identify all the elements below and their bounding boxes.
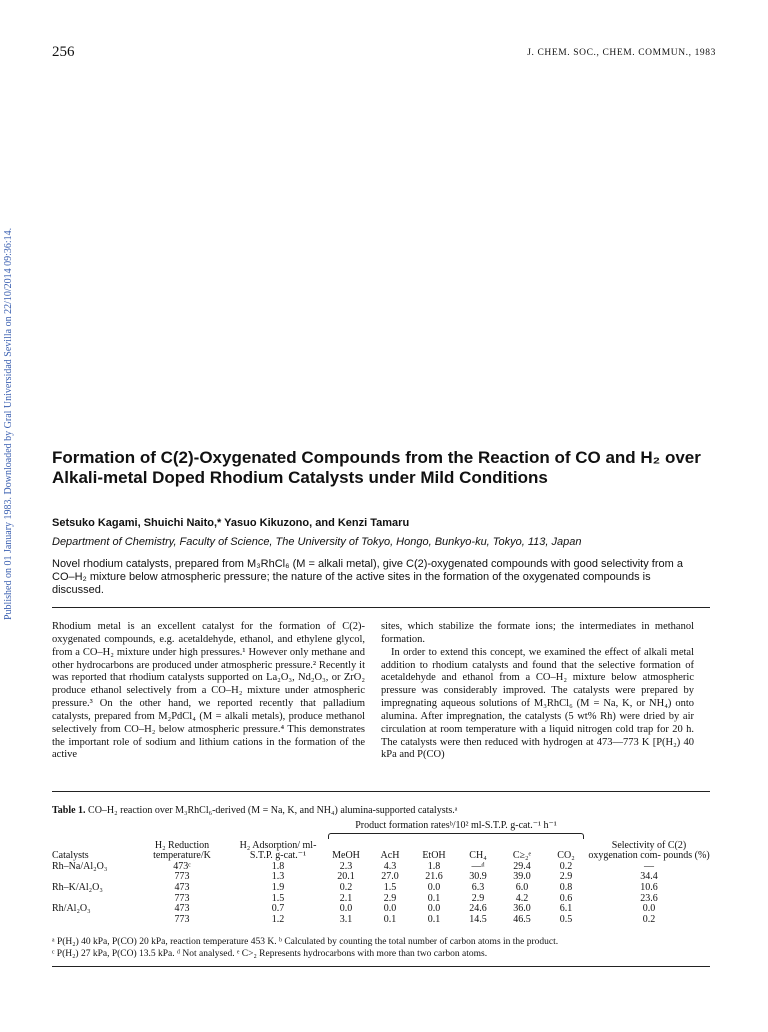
col-ach: AcH <box>380 850 400 862</box>
group-brace <box>328 833 584 839</box>
article-title: Formation of C(2)-Oxygenated Compounds from the Reaction of CO and H₂ over Alkali-metal Doped Rhodium Catalysts under Mild Conditions <box>52 448 701 487</box>
body-paragraph-1: sites, which stabilize the formate ions; the intermediates in methanol formation. <box>381 621 694 645</box>
table-caption-text: CO–H₂ reaction over M₃RhCl₆-derived (M = Na, K, and NH₄) alumina-supported catalysts.ᵃ <box>88 805 458 816</box>
col-ch4: CH₄ <box>469 850 487 862</box>
table-caption-label: Table 1. <box>52 805 86 816</box>
table-row: Rh–Na/Al₂O₃ 473ᶜ 1.8 2.3 4.3 1.8 —ᵈ 29.4 0.2 — <box>52 860 654 872</box>
body-column-left: Rhodium metal is an excellent catalyst for the formation of C(2)-oxygenated compounds, e.g. acetaldehyde, ethanol, and ethylene glycol, from a CO–H₂ mixture under high pressures.¹ However only methane and other hydrocarbons are produced under atmospheric pressure.² Recently it was reported that rhodium catalysts supported on La₂O₃, Nd₂O₃, or ZrO₂ produce ethanol selectively from a CO–H₂ mixture under atmospheric pressure.³ On the other hand, we reported recently that palladium catalysts, prepared from M₂PdCl₄ (M = alkali metals), produce methanol selectively from CO–H₂ below atmospheric pressure.⁴ This demonstrates the important role of sodium and lithium cations in the formation of the active <box>52 621 365 761</box>
page-number: 256 <box>52 44 75 60</box>
affiliation: Department of Chemistry, Faculty of Science, The University of Tokyo, Hongo, Bunkyo-ku, Tokyo, 113, Japan <box>52 536 582 548</box>
table-top-divider <box>52 791 710 792</box>
col-co2: CO₂ <box>557 850 575 862</box>
col-selectivity: Selectivity of C(2) oxygenation com- pounds (%) <box>588 839 710 862</box>
table-footnote-1: ᵃ P(H₂) 40 kPa, P(CO) 20 kPa, reaction temperature 453 K. ᵇ Calculated by counting the total number of carbon atoms in the product. <box>52 937 559 947</box>
body-paragraph-2: In order to extend this concept, we examined the effect of alkali metal addition to rhodium catalysts and found that the selective formation of acetaldehyde and ethanol from a CO–H₂ mixture below atmospheric pressure was considerably improved. The catalysts were prepared by impregnating aqueous solutions of M₃RhCl₆ (M = Na, K, or NH₄) onto alumina. After impregnation, the catalysts (5 wt% Rh) were dried by air circulation at room temperature with a liquid nitrogen cold trap for 20 h. The catalysts were then reduced with hydrogen at 473—773 K [P(H₂) 40 kPa and P(CO) <box>381 646 694 761</box>
col-catalysts: Catalysts <box>52 850 89 862</box>
abstract: Novel rhodium catalysts, prepared from M₃RhCl₆ (M = alkali metal), give C(2)-oxygenated compounds with good selectivity from a CO–H₂ mixture below atmospheric pressure; the nature of the active sites in the formation of the oxygenated compounds is discussed. <box>52 558 683 596</box>
table-footnote-2: ᶜ P(H₂) 27 kPa, P(CO) 13.5 kPa. ᵈ Not analysed. ᵉ C>₂ Represents hydrocarbons with more than two carbon atoms. <box>52 949 488 959</box>
table-row: Rh/Al₂O₃ 473 0.7 0.0 0.0 0.0 24.6 36.0 6.1 0.0 <box>52 903 656 915</box>
col-adsorption: H₂ Adsorption/ ml-S.T.P. g-cat.⁻¹ <box>239 839 317 862</box>
col-etoh: EtOH <box>422 850 446 862</box>
table-caption <box>52 805 458 816</box>
download-notice-text[interactable]: Published on 01 January 1983. Downloaded by Gral Universidad Sevilla on 22/10/2014 09:36:14. <box>3 227 14 620</box>
table-row: 773 1.5 2.1 2.9 0.1 2.9 4.2 0.6 23.6 <box>174 892 658 904</box>
table-bottom-divider <box>52 966 710 967</box>
product-rates-header: Product formation ratesᵇ/10² ml-S.T.P. g-cat.⁻¹ h⁻¹ <box>324 821 588 841</box>
col-meoh: MeOH <box>332 850 360 862</box>
journal-header: J. CHEM. SOC., CHEM. COMMUN., 1983 <box>527 48 716 58</box>
table-row: 773 1.3 20.1 27.0 21.6 30.9 39.0 2.9 34.4 <box>174 871 658 883</box>
results-table <box>52 821 710 925</box>
table-row: Rh–K/Al₂O₃ 473 1.9 0.2 1.5 0.0 6.3 6.0 0.8 10.6 <box>52 881 658 893</box>
col-reduction-temp: H₂ Reduction temperature/K <box>153 839 211 862</box>
col-c2: C≥₂ᵉ <box>512 850 532 862</box>
top-divider <box>52 607 710 608</box>
author-list: Setsuko Kagami, Shuichi Naito,* Yasuo Kikuzono, and Kenzi Tamaru <box>52 517 410 529</box>
table-row: 773 1.2 3.1 0.1 0.1 14.5 46.5 0.5 0.2 <box>174 913 656 925</box>
download-notice <box>2 150 14 620</box>
body-column-right <box>381 621 694 762</box>
